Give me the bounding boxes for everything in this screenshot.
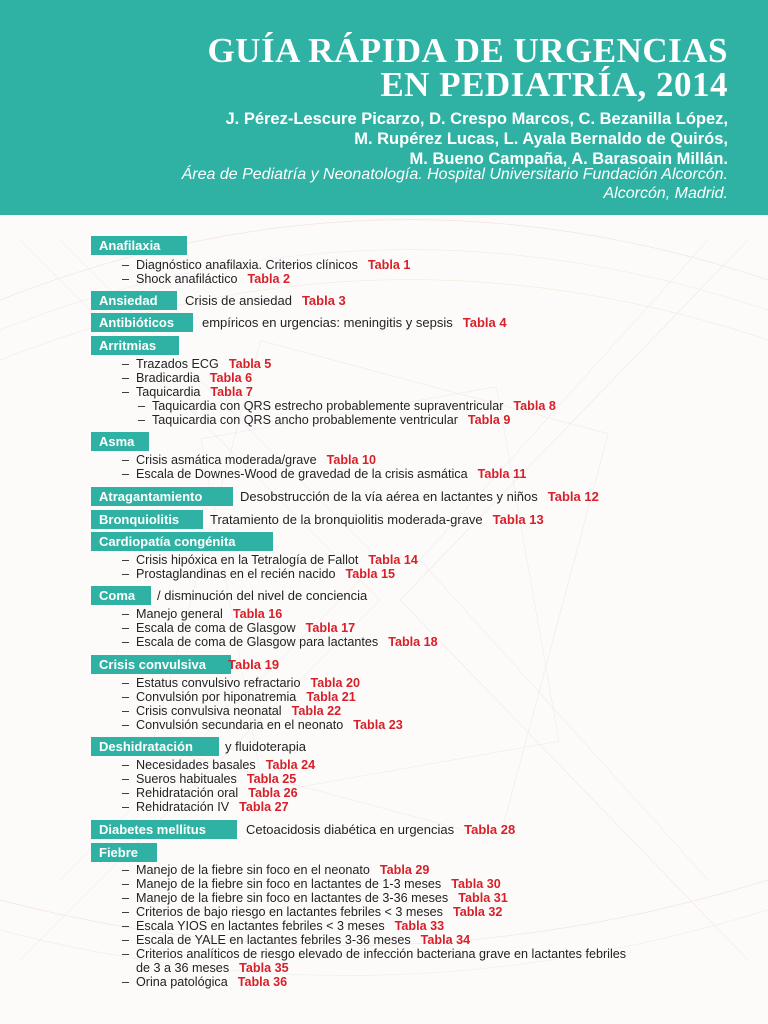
table-link[interactable]: Tabla 8 [513,399,556,413]
list-item: – Necesidades basales Tabla 24 [122,758,316,772]
topic-cardiopatia: Cardiopatía congénita [91,532,273,551]
list-item: – Escala de YALE en lactantes febriles 3-36 meses Tabla 34 [122,933,471,947]
topic-diabetes: Diabetes mellitus [91,820,237,839]
list-item: – Prostaglandinas en el recién nacido Tabla 15 [122,567,396,581]
topic-description: y fluidoterapia [225,739,306,754]
topic-description [228,655,279,674]
table-link[interactable]: Tabla 30 [451,877,501,891]
topic-description: Tratamiento de la bronquiolitis moderada-grave Tabla 13 [210,512,544,527]
list-subitem: – Taquicardia con QRS estrecho probablemente supraventricular Tabla 8 [138,399,556,413]
topic-antibioticos: Antibióticos [91,313,193,332]
list-item: – Shock anafiláctico Tabla 2 [122,272,290,286]
topic-description: empíricos en urgencias: meningitis y sepsis Tabla 4 [202,315,507,330]
list-item: – Manejo de la fiebre sin foco en lactantes de 3-36 meses Tabla 31 [122,891,508,905]
title-line-2: EN PEDIATRÍA, 2014 [380,65,728,104]
list-item: – Escala YIOS en lactantes febriles < 3 meses Tabla 33 [122,919,445,933]
list-item: – Taquicardia Tabla 7 [122,385,253,399]
table-link[interactable]: Tabla 28 [464,822,516,837]
affiliation-line-1: Área de Pediatría y Neonatología. Hospital Universitario Fundación Alcorcón. [181,166,728,183]
list-item: – Escala de coma de Glasgow Tabla 17 [122,621,356,635]
list-item: – Bradicardia Tabla 6 [122,371,253,385]
topic-bronquiolitis: Bronquiolitis [91,510,203,529]
list-item: – Rehidratación oral Tabla 26 [122,786,298,800]
list-item: – Orina patológica Tabla 36 [122,975,288,989]
list-item: – Diagnóstico anafilaxia. Criterios clínicos Tabla 1 [122,258,411,272]
topic-description: Crisis de ansiedad Tabla 3 [185,293,346,308]
list-item: – Manejo de la fiebre sin foco en lactantes de 1-3 meses Tabla 30 [122,877,501,891]
list-item: – Criterios de bajo riesgo en lactantes febriles < 3 meses Tabla 32 [122,905,503,919]
table-link[interactable]: Tabla 12 [547,489,599,504]
topic-crisis-convulsiva: Crisis convulsiva [91,655,231,674]
topic-description: Desobstrucción de la vía aérea en lactantes y niños Tabla 12 [240,489,599,504]
table-link[interactable]: Tabla 17 [305,621,356,635]
topic-anafilaxia: Anafilaxia [91,236,187,255]
table-link[interactable]: Tabla 23 [353,718,403,732]
topic-atragantamiento: Atragantamiento [91,487,233,506]
authors-line-1: J. Pérez-Lescure Picarzo, D. Crespo Marcos, C. Bezanilla López, [225,110,728,128]
topic-description: Cetoacidosis diabética en urgencias Tabla 28 [246,822,516,837]
table-link[interactable]: Tabla 5 [228,357,272,371]
table-link[interactable]: Tabla 34 [420,933,471,947]
topic-coma: Coma [91,586,151,605]
topic-deshidratacion: Deshidratación [91,737,219,756]
list-item: – Convulsión secundaria en el neonato Tabla 23 [122,718,403,732]
list-item: – Crisis convulsiva neonatal Tabla 22 [122,704,342,718]
title-line-1: GUÍA RÁPIDA DE URGENCIAS [207,31,728,70]
table-link[interactable]: Tabla 4 [462,315,507,330]
table-link[interactable]: Tabla 26 [248,786,298,800]
list-item: – Crisis asmática moderada/grave Tabla 10 [122,453,377,467]
table-link[interactable]: Tabla 36 [237,975,288,989]
table-link[interactable]: Tabla 13 [492,512,544,527]
list-item: – Trazados ECG Tabla 5 [122,357,272,371]
list-item: – Rehidratación IV Tabla 27 [122,800,289,814]
table-link[interactable]: Tabla 19 [228,657,280,672]
table-link[interactable]: Tabla 10 [326,453,377,467]
table-link[interactable]: Tabla 2 [247,272,290,286]
table-link[interactable]: Tabla 14 [368,553,418,567]
list-item: – Manejo de la fiebre sin foco en el neonato Tabla 29 [122,863,430,877]
list-item: – Escala de Downes-Wood de gravedad de la crisis asmática Tabla 11 [122,467,527,481]
topic-asma: Asma [91,432,149,451]
table-link[interactable]: Tabla 7 [210,385,253,399]
table-link[interactable]: Tabla 33 [394,919,445,933]
list-item: – Convulsión por hiponatremia Tabla 21 [122,690,356,704]
table-link[interactable]: Tabla 20 [310,676,360,690]
table-link[interactable]: Tabla 25 [246,772,297,786]
topic-ansiedad: Ansiedad [91,291,177,310]
table-link[interactable]: Tabla 6 [209,371,253,385]
list-item: – Escala de coma de Glasgow para lactantes Tabla 18 [122,635,438,649]
list-item: – Criterios analíticos de riesgo elevado de infección bacteriana grave en lactantes febriles [122,947,627,961]
topic-description: / disminución del nivel de conciencia [157,588,368,603]
list-item: – Crisis hipóxica en la Tetralogía de Fallot Tabla 14 [122,553,418,567]
list-item: – Manejo general Tabla 16 [122,607,283,621]
table-link[interactable]: Tabla 3 [301,293,346,308]
table-link[interactable]: Tabla 24 [265,758,316,772]
list-item: – Estatus convulsivo refractario Tabla 20 [122,676,360,690]
table-link[interactable]: Tabla 35 [239,961,289,975]
table-link[interactable]: Tabla 22 [291,704,342,718]
topic-fiebre: Fiebre [91,843,157,862]
list-subitem: – Taquicardia con QRS ancho probablemente ventricular Tabla 9 [138,413,511,427]
table-link[interactable]: Tabla 27 [239,800,289,814]
table-link[interactable]: Tabla 1 [367,258,411,272]
list-item: – Sueros habituales Tabla 25 [122,772,297,786]
authors-line-3: M. Bueno Campaña, A. Barasoain Millán. [409,150,728,168]
table-link[interactable]: Tabla 18 [388,635,438,649]
table-link[interactable]: Tabla 16 [232,607,283,621]
table-link[interactable]: Tabla 9 [467,413,511,427]
affiliation-line-2: Alcorcón, Madrid. [603,185,728,202]
table-link[interactable]: Tabla 15 [345,567,396,581]
list-item-continuation: de 3 a 36 meses Tabla 35 [136,961,289,975]
topic-arritmias: Arritmias [91,336,179,355]
authors-line-2: M. Rupérez Lucas, L. Ayala Bernaldo de Quirós, [354,130,728,148]
table-link[interactable]: Tabla 21 [306,690,356,704]
table-link[interactable]: Tabla 29 [379,863,430,877]
table-link[interactable]: Tabla 32 [452,905,503,919]
table-link[interactable]: Tabla 31 [458,891,508,905]
table-link[interactable]: Tabla 11 [477,467,527,481]
